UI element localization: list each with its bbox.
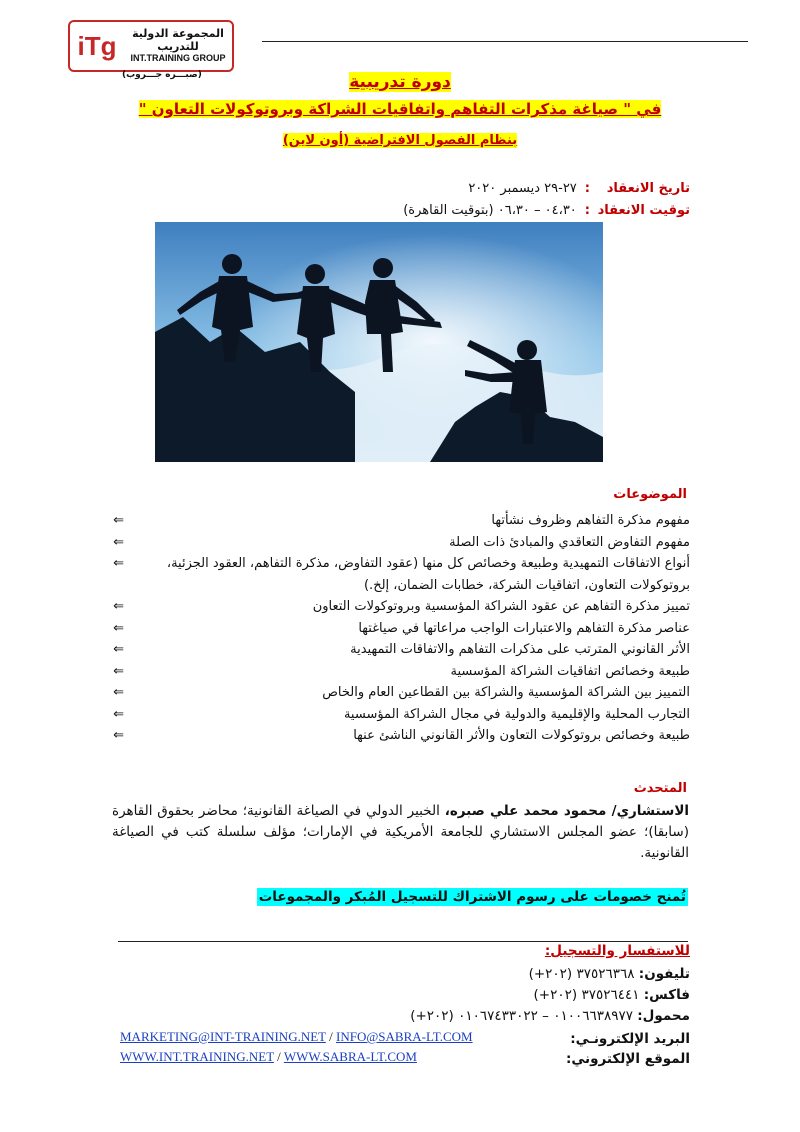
speaker-heading: المتحدث [633,781,687,796]
info-email-link[interactable]: INFO@SABRA-LT.COM [336,1029,473,1044]
speaker-name: الاستشاري/ محمود محمد علي صبره، [444,803,690,819]
arrow-left-icon: ⇐ [113,534,124,550]
course-format: بنظام الفصول الافتراضية (أون لاين) [282,133,518,148]
header-divider [262,41,748,42]
topic-item: تمييز مذكرة التفاهم عن عقود الشراكة المؤسسية وبروتوكولات التعاون ⇐ [110,596,690,618]
sabra-website-link[interactable]: WWW.SABRA-LT.COM [283,1049,417,1064]
date-label: تاريخ الانعقاد [606,181,690,196]
mobile-label: محمول: [637,1008,690,1024]
mobile-value: ٠١٠٠٦٦٣٨٩٧٧ – ٠١٠٦٧٤٣٣٠٢٢ (٢٠٢+) [410,1008,633,1024]
topic-item: أنواع الاتفاقات التمهيدية وطبيعة وخصائص كل منها (عقود التفاوض، مذكرة التفاهم، العقود الجزئية، بروتوكولات التعاون، اتفاقيات الشركة، خطابات الضمان، إلخ.) ⇐ [110,553,690,596]
company-logo [68,20,234,72]
arrow-left-icon: ⇐ [113,728,124,743]
link-separator: / [325,1029,336,1044]
course-title: في " صياغة مذكرات التفاهم واتفاقيات الشراكة وبروتوكولات التعاون " [138,100,662,118]
time-label: توقيت الانعقاد [597,203,690,218]
phone-value: ٣٧٥٢٦٣٦٨ (٢٠٢+) [528,966,635,982]
date-colon: : [584,181,590,196]
logo-english-name: INT.TRAINING GROUP [130,53,226,64]
email-label: البريد الإلكترونـي: [570,1031,690,1047]
mobile-row [410,1008,690,1024]
logo-subtitle: (صبـــره جـــروب) [122,70,202,80]
arrow-left-icon: ⇐ [113,620,124,636]
teamwork-climbing-photo [155,222,603,462]
fax-value: ٣٧٥٢٦٤٤١ (٢٠٢+) [533,987,640,1003]
discount-notice: تُمنح خصومات على رسوم الاشتراك للتسجيل المُبكر والمجموعات [258,889,686,905]
topic-item: طبيعة وخصائص بروتوكولات التعاون والأثر القانوني الناشئ عنها ⇐ [110,725,690,747]
topic-item: مفهوم مذكرة التفاهم وظروف نشأتها ⇐ [110,510,690,532]
time-colon: : [584,203,590,218]
arrow-left-icon: ⇐ [113,513,124,528]
website-links [120,1049,417,1065]
fax-row [534,987,690,1003]
training-website-link[interactable]: WWW.INT.TRAINING.NET [120,1049,274,1064]
logo-text [124,28,232,64]
phone-label: تليفون: [638,966,690,982]
website-label: الموقع الإلكتروني: [566,1051,690,1067]
contact-heading: للاستفسار والتسجيل: [544,943,690,959]
arrow-left-icon: ⇐ [113,556,124,571]
topics-list [110,510,690,747]
logo-mark: iTg [77,30,117,61]
topic-item: طبيعة وخصائص اتفاقيات الشراكة المؤسسية ⇐ [110,661,690,683]
fax-label: فاكس: [643,987,690,1003]
date-value: ٢٧-٢٩ ديسمبر ٢٠٢٠ [468,181,577,196]
speaker-bio [112,801,689,864]
topic-item: التجارب المحلية والإقليمية والدولية في مجال الشراكة المؤسسية ⇐ [110,704,690,726]
marketing-email-link[interactable]: MARKETING@INT-TRAINING.NET [120,1029,326,1044]
time-value: ٠٤،٣٠ – ٠٦،٣٠ (بتوقيت القاهرة) [403,203,577,218]
topic-item: عناصر مذكرة التفاهم والاعتبارات الواجب مراعاتها في صياغتها ⇐ [110,618,690,640]
arrow-left-icon: ⇐ [113,685,124,700]
course-time-row [403,203,690,218]
logo-arabic-name: المجموعة الدولية للتدريب [132,27,224,53]
course-date-row [468,181,690,196]
email-links [120,1029,473,1045]
arrow-left-icon: ⇐ [113,642,124,657]
topic-item: الأثر القانوني المترتب على مذكرات التفاهم والاتفاقات التمهيدية ⇐ [110,639,690,661]
speaker-bio-text: الخبير الدولي في الصياغة القانونية؛ محاضر بحقوق القاهرة (سابقا)؛ عضو المجلس الاستشاري للجامعة الأمريكية في الإمارات؛ مؤلف سلسلة كتب في الصياغة القانونية. [112,803,689,861]
link-separator: / [273,1049,284,1064]
footer-divider [118,941,688,942]
arrow-left-icon: ⇐ [113,599,124,614]
course-type-title: دورة تدريبية [349,72,451,92]
topics-heading: الموضوعات [613,487,687,502]
phone-row [529,966,690,982]
arrow-left-icon: ⇐ [113,663,124,679]
topic-item: مفهوم التفاوض التعاقدي والمبادئ ذات الصلة ⇐ [110,532,690,554]
arrow-left-icon: ⇐ [113,706,124,722]
topic-item: التمييز بين الشراكة المؤسسية والشراكة بين القطاعين العام والخاص ⇐ [110,682,690,704]
